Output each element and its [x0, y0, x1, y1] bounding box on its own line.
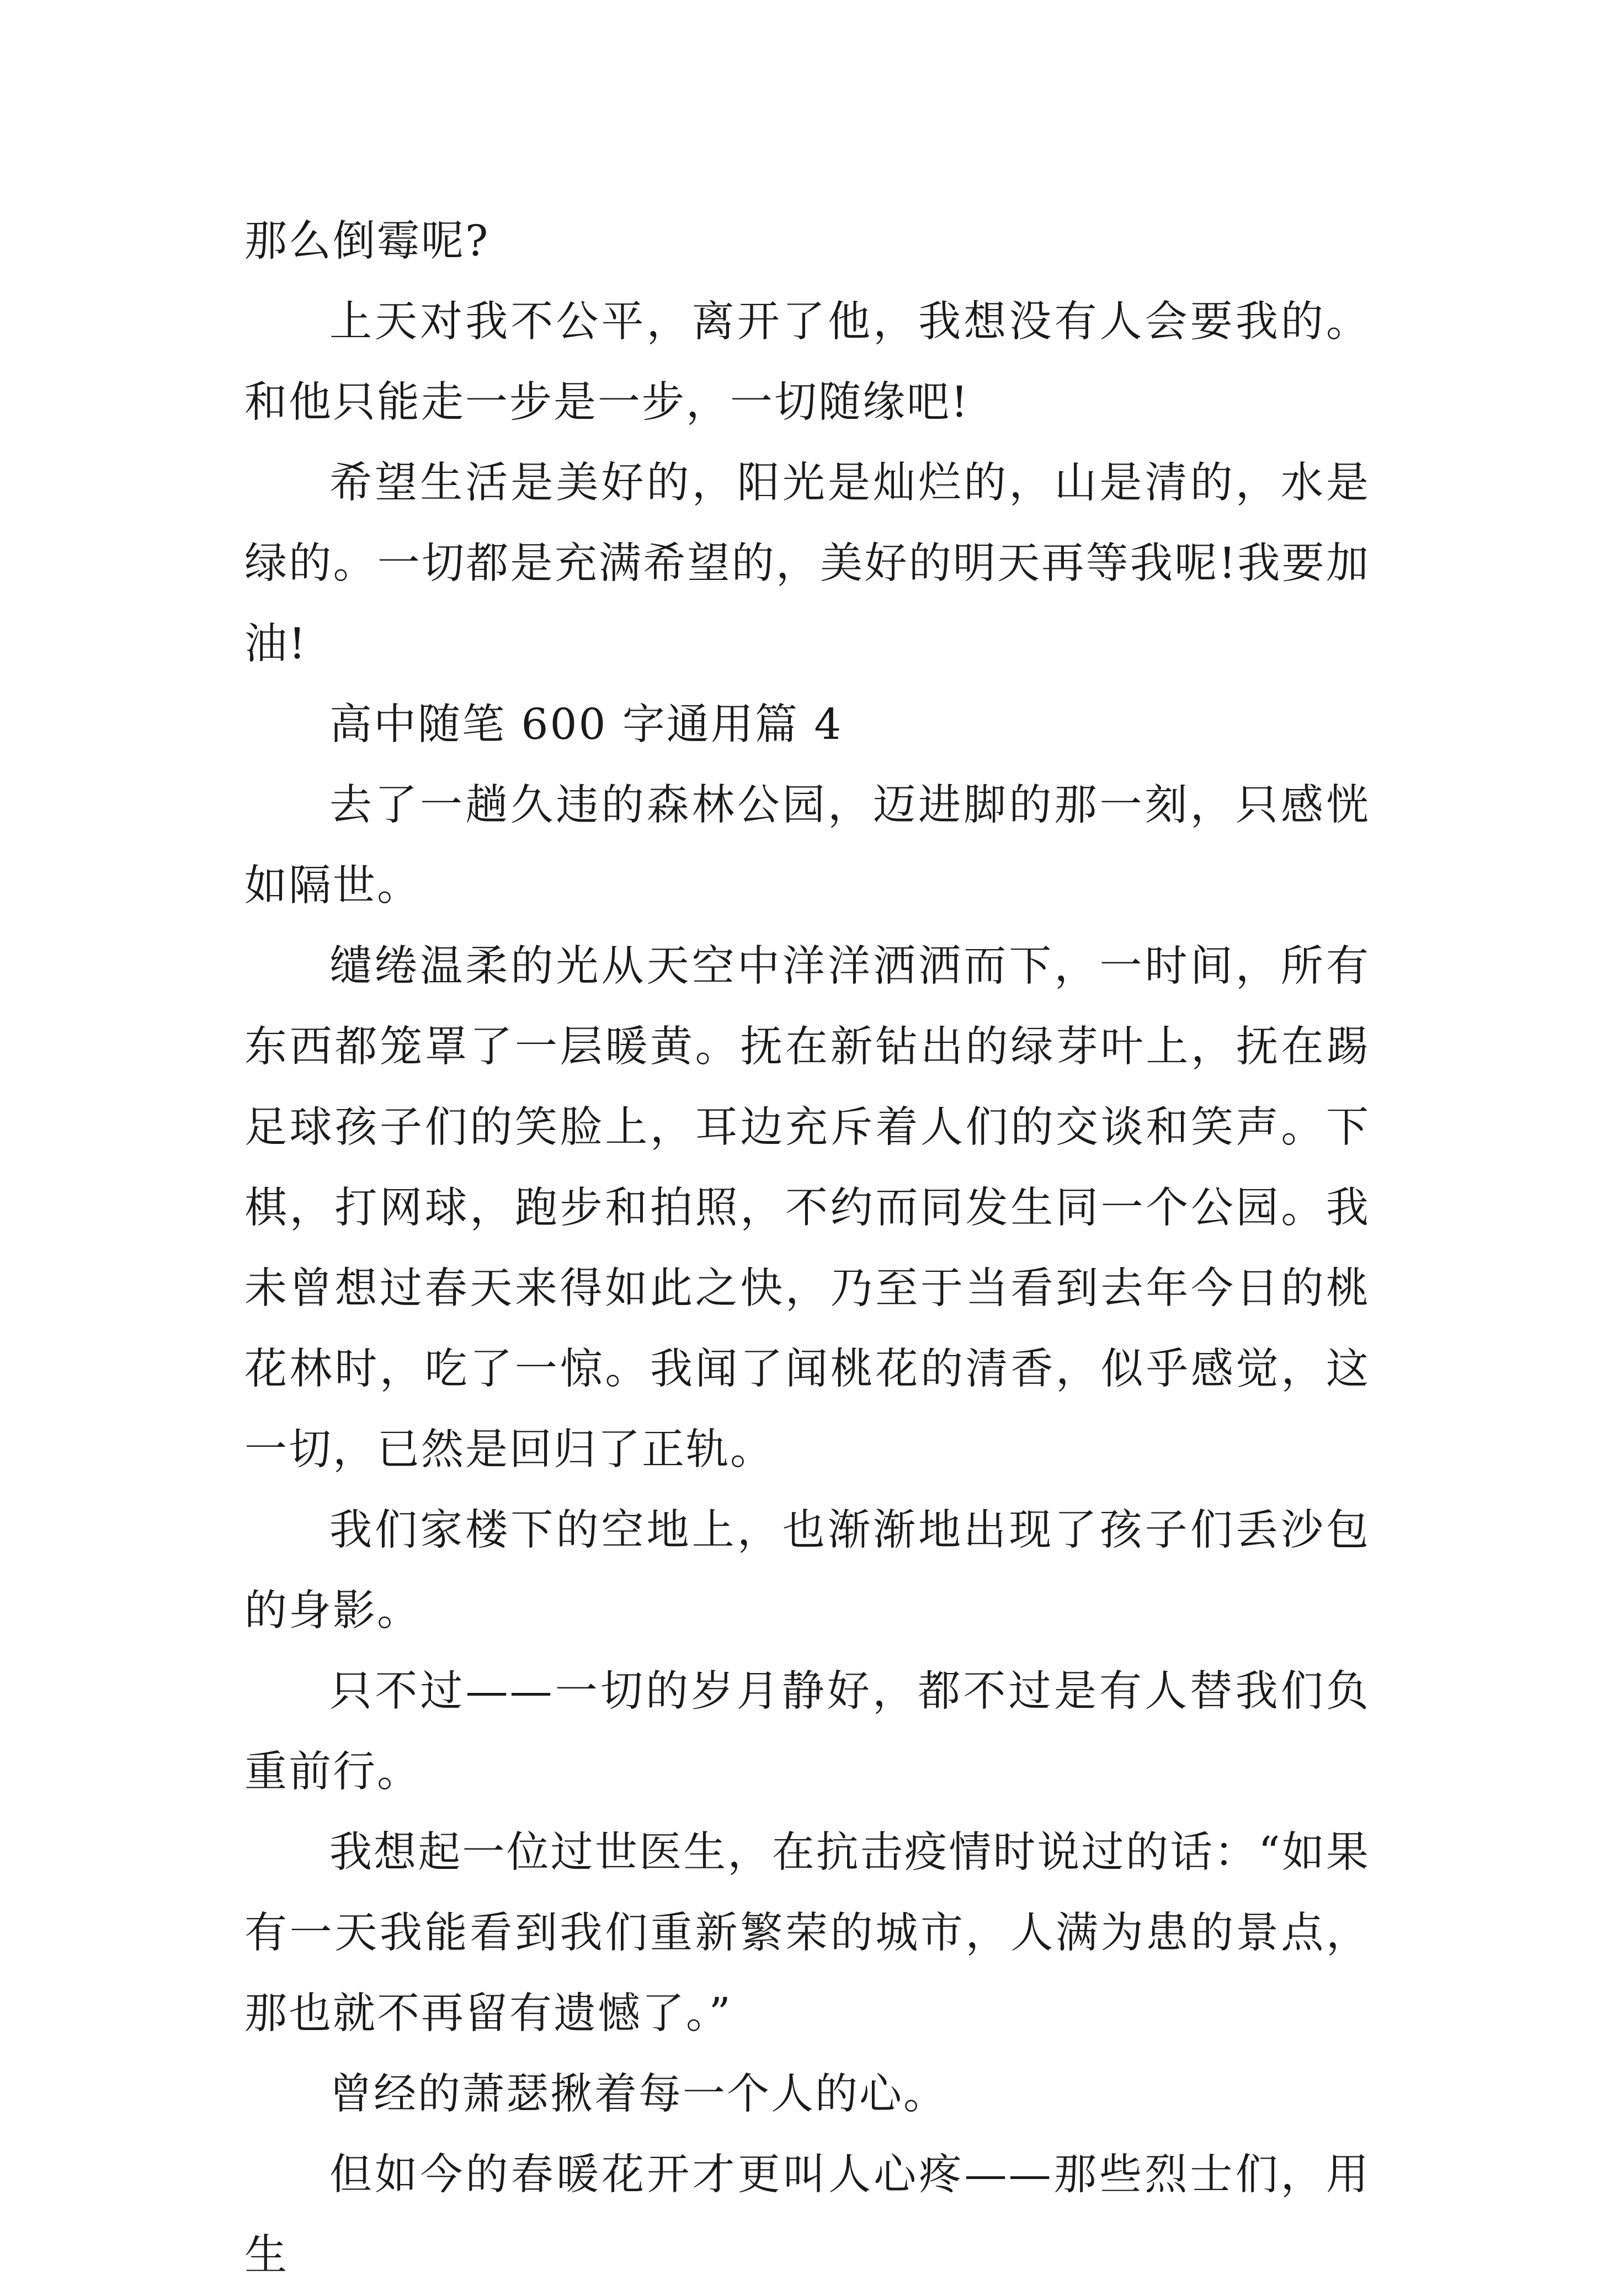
section-heading: 高中随笔 600 字通用篇 4 — [329, 700, 843, 749]
paragraph: 但如今的春暖花开才更叫人心疼——那些烈士们，用生 — [244, 2150, 1370, 2280]
paragraph: 只不过——一切的岁月静好，都不过是有人替我们负重前行。 — [244, 1667, 1370, 1797]
paragraph: 我想起一位过世医生，在抗击疫情时说过的话：“如果有一天我能看到我们重新繁荣的城市，人满为患的景点，那也就不再留有遗憾了。” — [244, 1828, 1370, 2038]
paragraph: 曾经的萧瑟揪着每一个人的心。 — [329, 2070, 947, 2119]
paragraph: 去了一趟久违的森林公园，迈进脚的那一刻，只感恍如隔世。 — [244, 781, 1370, 910]
paragraph: 那么倒霉呢? — [244, 217, 490, 266]
paragraph: 缱绻温柔的光从天空中洋洋洒洒而下，一时间，所有东西都笼罩了一层暖黄。抚在新钻出的绿芽叶上，抚在踢足球孩子们的笑脸上，耳边充斥着人们的交谈和笑声。下棋，打网球，跑步和拍照，不约而同发生同一个公园。我未曾想过春天来得如此之快，乃至于当看到去年今日的桃花林时，吃了一惊。我闻了闻桃花的清香，似乎感觉，这一切，已然是回归了正轨。 — [244, 942, 1370, 1474]
paragraph: 希望生活是美好的，阳光是灿烂的，山是清的，水是绿的。一切都是充满希望的，美好的明天再等我呢!我要加油! — [244, 459, 1370, 669]
paragraph: 上天对我不公平，离开了他，我想没有人会要我的。和他只能走一步是一步，一切随缘吧! — [244, 297, 1370, 427]
paragraph: 我们家楼下的空地上，也渐渐地出现了孩子们丢沙包的身影。 — [244, 1506, 1370, 1636]
document-body — [244, 201, 1370, 2296]
